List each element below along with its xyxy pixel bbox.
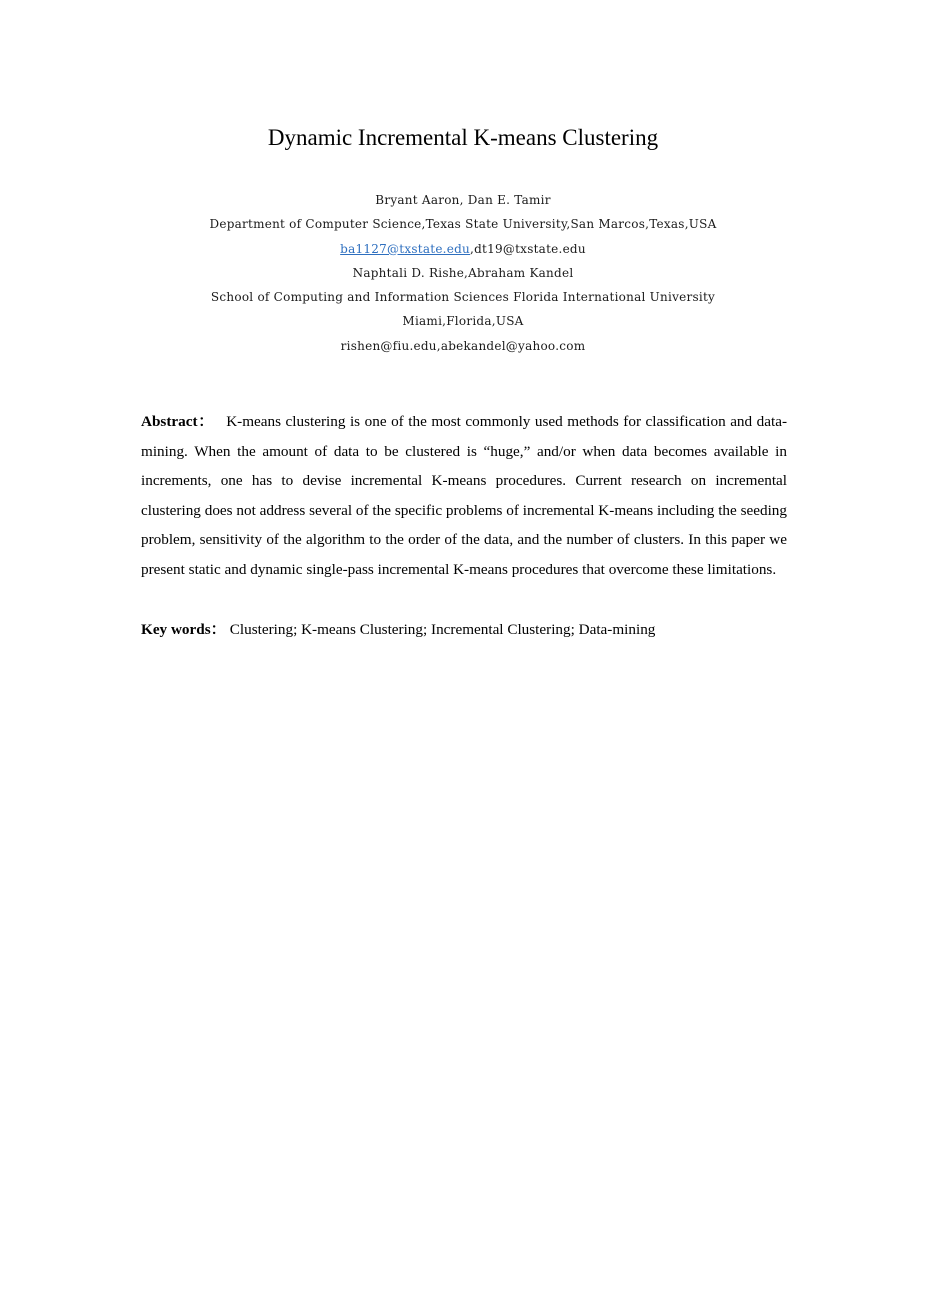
abstract-paragraph	[141, 407, 787, 585]
affiliation-fiu: School of Computing and Information Sciences Florida International University	[210, 290, 716, 305]
email-link[interactable]: ba1127@txstate.edu	[340, 241, 471, 256]
keywords-line	[141, 615, 787, 645]
abstract-text: K-means clustering is one of the most commonly used methods for classification and data-mining. When the amount of data to be clustered is “huge,” and/or when data becomes available in increments, one has to devise incremental K-means procedures. Current research on incremental clustering does not address several of the specific problems of incremental K-means including the seeding problem, sensitivity of the algorithm to the order of the data, and the number of clusters. In this paper we present static and dynamic single-pass incremental K-means procedures that overcome these limitations.	[141, 413, 788, 578]
paper-title: Dynamic Incremental K-means Clustering	[267, 125, 659, 150]
abstract-label: Abstract：	[141, 413, 215, 430]
author-names-primary: Bryant Aaron, Dan E. Tamir	[375, 193, 551, 207]
author-emails-primary	[0, 237, 926, 261]
affiliation-location: Miami,Florida,USA	[402, 314, 524, 329]
author-names-secondary: Naphtali D. Rishe,Abraham Kandel	[352, 265, 574, 280]
email-text: ,dt19@txstate.edu	[470, 241, 586, 256]
author-emails-secondary: rishen@fiu.edu,abekandel@yahoo.com	[340, 338, 586, 353]
author-affiliations	[0, 188, 926, 358]
affiliation-texas-state: Department of Computer Science,Texas State University,San Marcos,Texas,USA	[209, 217, 717, 232]
keywords-label: Key words：	[141, 621, 226, 638]
keywords-text: Clustering; K-means Clustering; Incremental Clustering; Data-mining	[229, 621, 656, 638]
